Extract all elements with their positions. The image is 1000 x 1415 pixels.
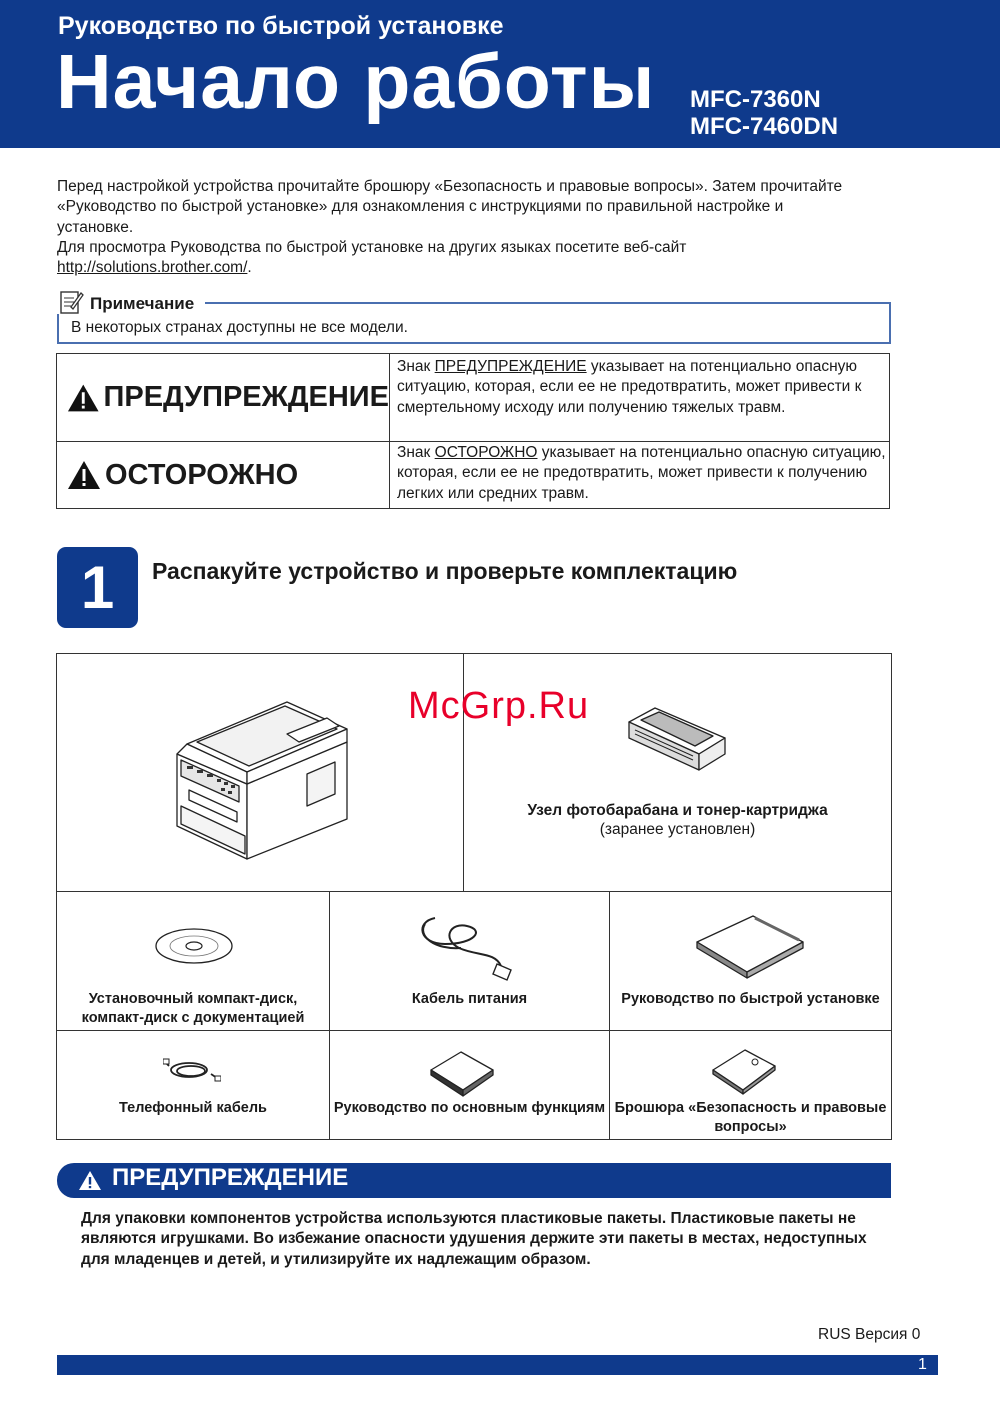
- intro-paragraph-2: [57, 238, 857, 279]
- model-name-1: MFC-7360N: [690, 86, 821, 113]
- document-version: RUS Версия 0: [818, 1326, 921, 1343]
- warning-prefix: Знак: [397, 358, 435, 375]
- warning-label-cell: [57, 354, 390, 441]
- warning-triangle-icon: [67, 383, 100, 413]
- model-name-2: MFC-7460DN: [690, 113, 839, 140]
- banner-warning-triangle-icon: [78, 1170, 102, 1191]
- solutions-link[interactable]: http://solutions.brother.com/: [57, 259, 248, 277]
- caution-label: ОСТОРОЖНО: [105, 458, 299, 491]
- safety-brochure-icon: [711, 1046, 777, 1096]
- cd-disc-icon: [153, 926, 235, 966]
- quick-guide-label: Руководство по быстрой установке: [621, 991, 880, 1007]
- warning-banner-text: Для упаковки компонентов устройства используются пластиковые пакеты. Пластиковые пакеты не являются игрушками. Во избежание опасности удушения держите эти пакеты в местах, недоступных для младенцев и детей, и утилизируйте их надлежащим образом.: [81, 1210, 867, 1268]
- grid-divider: [57, 891, 891, 892]
- caution-description: [397, 443, 887, 504]
- intro-text: [57, 177, 857, 278]
- power-cable-icon: [415, 914, 521, 984]
- note-left-border: [57, 314, 59, 344]
- note-top-border: [205, 302, 891, 304]
- power-cable-label: Кабель питания: [411, 991, 528, 1007]
- cd-label: Установочный компакт-диск, компакт-диск с документацией: [81, 991, 305, 1026]
- grid-divider: [57, 1030, 891, 1031]
- document-subtitle: Руководство по быстрой установке: [58, 12, 504, 40]
- warning-text: указывает на потенциально опасную ситуацию, которая, если ее не предотвратить, может привести к смертельному исходу или получению тяжелых травм.: [397, 358, 862, 416]
- safety-brochure-label: Брошюра «Безопасность и правовые вопросы»: [614, 1100, 887, 1135]
- intro-line-2: Для просмотра Руководства по быстрой установке на других языках посетите веб-сайт: [57, 238, 687, 256]
- intro-paragraph-1: Перед настройкой устройства прочитайте брошюру «Безопасность и правовые вопросы». Затем прочитайте «Руководство по быстрой установке» для ознакомления с инструкциями по правильной настройке и установке.: [57, 178, 843, 236]
- page-number: 1: [918, 1356, 927, 1373]
- warning-word: ПРЕДУПРЕЖДЕНИЕ: [434, 358, 587, 375]
- quick-guide-book-icon: [695, 912, 807, 980]
- step-number-badge: 1: [57, 547, 138, 628]
- warning-row: [57, 354, 889, 442]
- caution-triangle-icon: [67, 460, 101, 490]
- drum-unit-name: Узел фотобарабана и тонер-картриджа: [527, 802, 828, 819]
- caution-text: указывает на потенциально опасную ситуацию, которая, если ее не предотвратить, может привести к получению легких или средних травм.: [397, 444, 886, 502]
- note-pencil-icon: [60, 289, 84, 315]
- drum-unit-note: (заранее установлен): [599, 821, 756, 838]
- step-title: Распакуйте устройство и проверьте комплектацию: [152, 558, 738, 584]
- intro-link-suffix: .: [247, 259, 252, 277]
- drum-toner-unit-icon: [625, 704, 731, 780]
- warning-label: ПРЕДУПРЕЖДЕНИЕ: [103, 381, 389, 413]
- printer-device-icon: [167, 694, 367, 864]
- drum-unit-label: [464, 801, 891, 839]
- telephone-cable-icon: [163, 1056, 221, 1084]
- page-title: Начало работы: [56, 39, 656, 125]
- watermark-text: McGrp.Ru: [408, 685, 590, 727]
- warning-banner-title: ПРЕДУПРЕЖДЕНИЕ: [112, 1164, 349, 1191]
- caution-row: [57, 442, 889, 508]
- footer-bar: [57, 1355, 938, 1375]
- telephone-cable-label: Телефонный кабель: [119, 1100, 267, 1116]
- note-text: В некоторых странах доступны не все модели.: [71, 319, 408, 336]
- caution-label-cell: [57, 442, 390, 508]
- warning-description: [397, 357, 887, 418]
- caution-prefix: Знак: [397, 444, 435, 461]
- hazard-legend-table: [56, 353, 890, 509]
- note-title: Примечание: [90, 294, 195, 313]
- basic-guide-label: Руководство по основным функциям: [333, 1100, 606, 1116]
- basic-functions-guide-icon: [429, 1046, 495, 1098]
- caution-word: ОСТОРОЖНО: [434, 444, 538, 461]
